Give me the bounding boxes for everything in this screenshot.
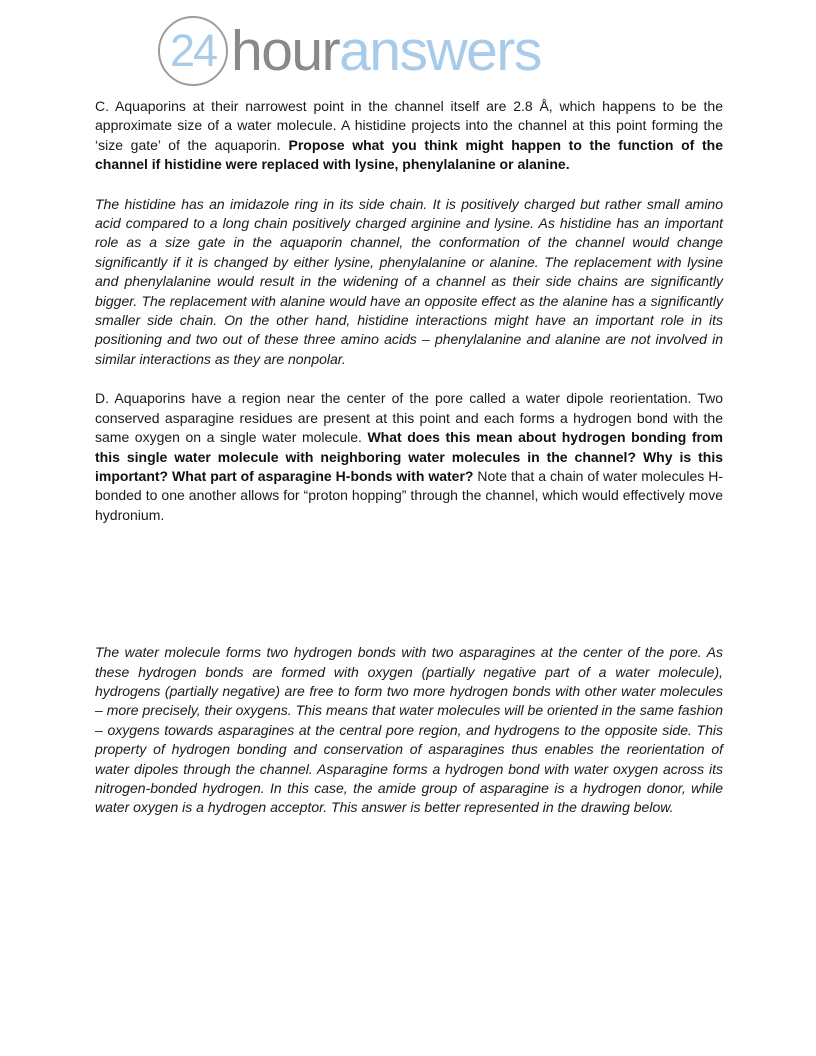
question-c-bold-prompt: Propose what you think might happen to the function of the channel if histidine were replaced with lysine, phenylalanine or alanine. <box>95 136 723 173</box>
logo-number-24: 24 <box>169 24 217 76</box>
question-c-paragraph <box>95 97 723 175</box>
logo-text-answers: answers <box>339 18 541 83</box>
answer-c-paragraph: The histidine has an imidazole ring in its side chain. It is positively charged but rather small amino acid compared to a long chain positively charged arginine and lysine. As histidine has an important role as a size gate in the aquaporin channel, the conformation of the channel would change significantly if it is changed by either lysine, phenylalanine or alanine. The replacement with lysine and phenylalanine would result in the widening of a channel as their side chains are significantly bigger. The replacement with alanine would have an opposite effect as the alanine has a significantly smaller side chain. On the other hand, histidine interactions might have an important role in its positioning and two out of these three amino acids – phenylalanine and alanine are not involved in similar interactions as they are nonpolar. <box>95 195 723 367</box>
document-content <box>95 97 723 818</box>
question-d-paragraph <box>95 389 723 525</box>
question-d-bold-prompt: What does this mean about hydrogen bonding from this single water molecule with neighboring water molecules in the channel? Why is this important? What part of asparagine H-bonds with water? <box>95 429 723 484</box>
question-d-note-text: Note that a chain of water molecules H-bonded to one another allows for “proton hopping” through the channel, which would effectively move hydronium. <box>95 467 723 523</box>
logo <box>158 14 541 88</box>
answer-d-paragraph: The water molecule forms two hydrogen bonds with two asparagines at the center of the pore. As these hydrogen bonds are formed with oxygen (partially negative part of a water molecule), hydrogens (partially negative) are free to form two more hydrogen bonds with other water molecules – more precisely, their oxygens. This means that water molecules will be oriented in the same fashion – oxygens towards asparagines at the central pore region, and hydrogens to the opposite side. This property of hydrogen bonding and conservation of asparagines thus enables the reorientation of water dipoles through the channel. Asparagine forms a hydrogen bond with water oxygen across its nitrogen-bonded hydrogen. In this case, the amide group of asparagine is a hydrogen donor, while water oxygen is a hydrogen acceptor. This answer is better represented in the drawing below. <box>95 644 723 816</box>
logo-text-hour: hour <box>231 18 340 83</box>
question-d-lead-text: D. Aquaporins have a region near the center of the pore called a water dipole reorientation. Two conserved asparagine residues are present at this point and each forms a hydrogen bond with the same oxygen on a single water molecule. <box>95 390 723 446</box>
logo-circle <box>158 16 228 86</box>
question-c-text: C. Aquaporins at their narrowest point in the channel itself are 2.8 Å, which happens to be the approximate size of a water molecule. A histidine projects into the channel at this point forming the ‘size gate’ of the aquaporin. <box>95 98 723 153</box>
